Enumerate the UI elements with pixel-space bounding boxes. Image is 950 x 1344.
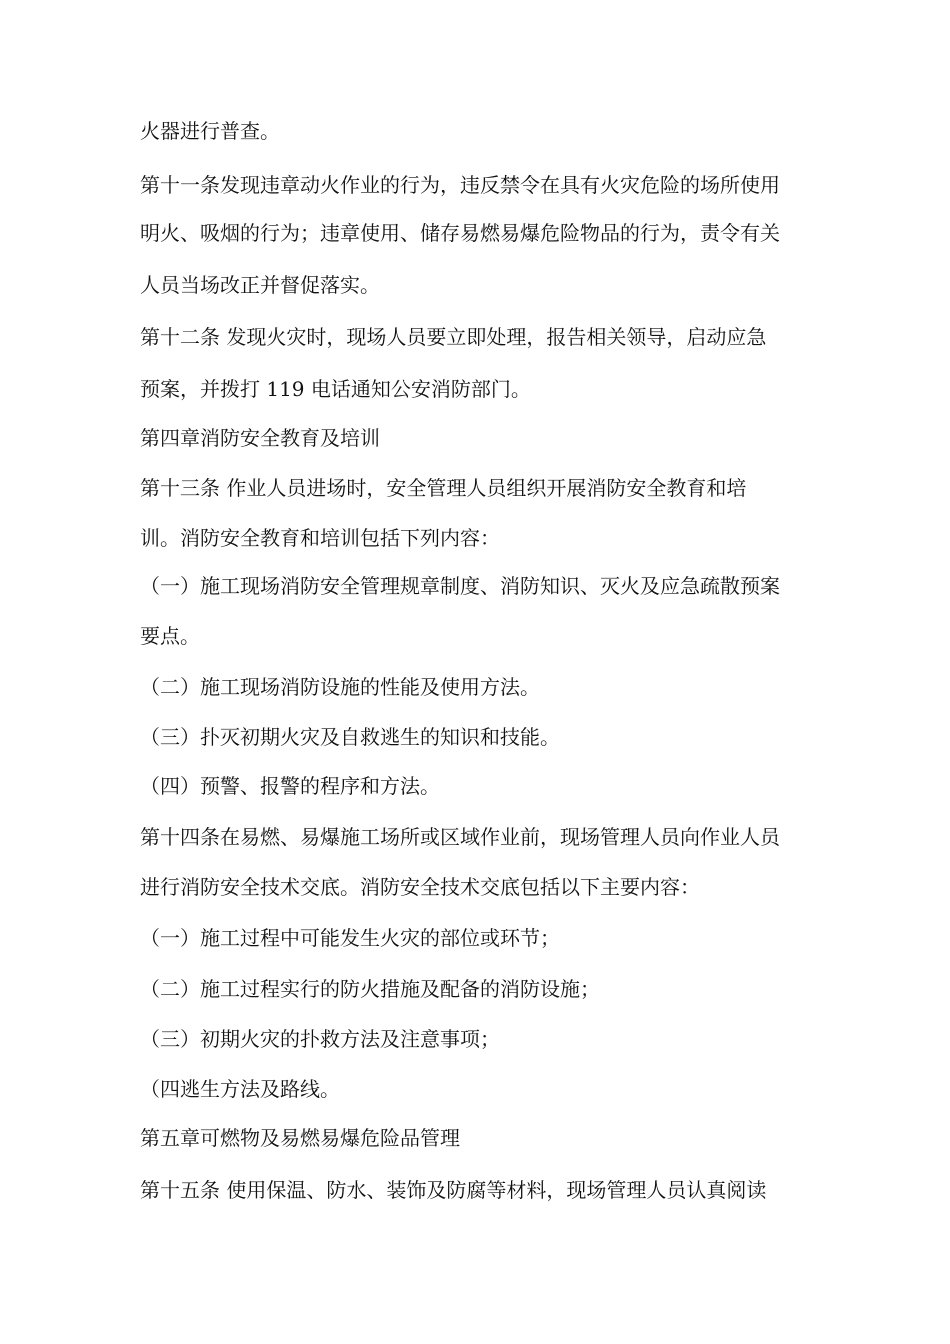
text-line: （二）施工过程实行的防火措施及配备的消防设施； [140,977,600,1001]
text-line: （四）预警、报警的程序和方法。 [140,774,440,798]
text-line: （三）初期火灾的扑救方法及注意事项； [140,1027,500,1051]
text-line: （一）施工过程中可能发生火灾的部位或环节； [140,926,560,950]
text-line: 进行消防安全技术交底。消防安全技术交底包括以下主要内容： [140,875,700,899]
text-line: 人员当场改正并督促落实。 [140,273,380,297]
text-line: （一）施工现场消防安全管理规章制度、消防知识、灭火及应急疏散预案 [140,574,780,598]
text-line: 要点。 [140,624,200,648]
text-line: 第十一条发现违章动火作业的行为，违反禁令在具有火灾危险的场所使用 [140,173,780,197]
text-line: （二）施工现场消防设施的性能及使用方法。 [140,675,540,699]
text-line: 第十三条 作业人员进场时，安全管理人员组织开展消防安全教育和培 [140,476,747,500]
chapter-heading: 第五章可燃物及易燃易爆危险品管理 [140,1126,460,1150]
text-line: 训。消防安全教育和培训包括下列内容： [140,526,500,550]
text-line: （四逃生方法及路线。 [140,1077,340,1101]
text-line: 第十四条在易燃、易爆施工场所或区域作业前，现场管理人员向作业人员 [140,825,780,849]
text-line: 火器进行普查。 [140,119,280,143]
text-line: 第十二条 发现火灾时，现场人员要立即处理，报告相关领导，启动应急 [140,325,767,349]
chapter-heading: 第四章消防安全教育及培训 [140,426,380,450]
text-line: 第十五条 使用保温、防水、装饰及防腐等材料，现场管理人员认真阅读 [140,1178,767,1202]
text-line: 预案，并拨打 119 电话通知公安消防部门。 [140,377,531,401]
text-line: （三）扑灭初期火灾及自救逃生的知识和技能。 [140,725,560,749]
text-line: 明火、吸烟的行为；违章使用、储存易燃易爆危险物品的行为，责令有关 [140,221,780,245]
